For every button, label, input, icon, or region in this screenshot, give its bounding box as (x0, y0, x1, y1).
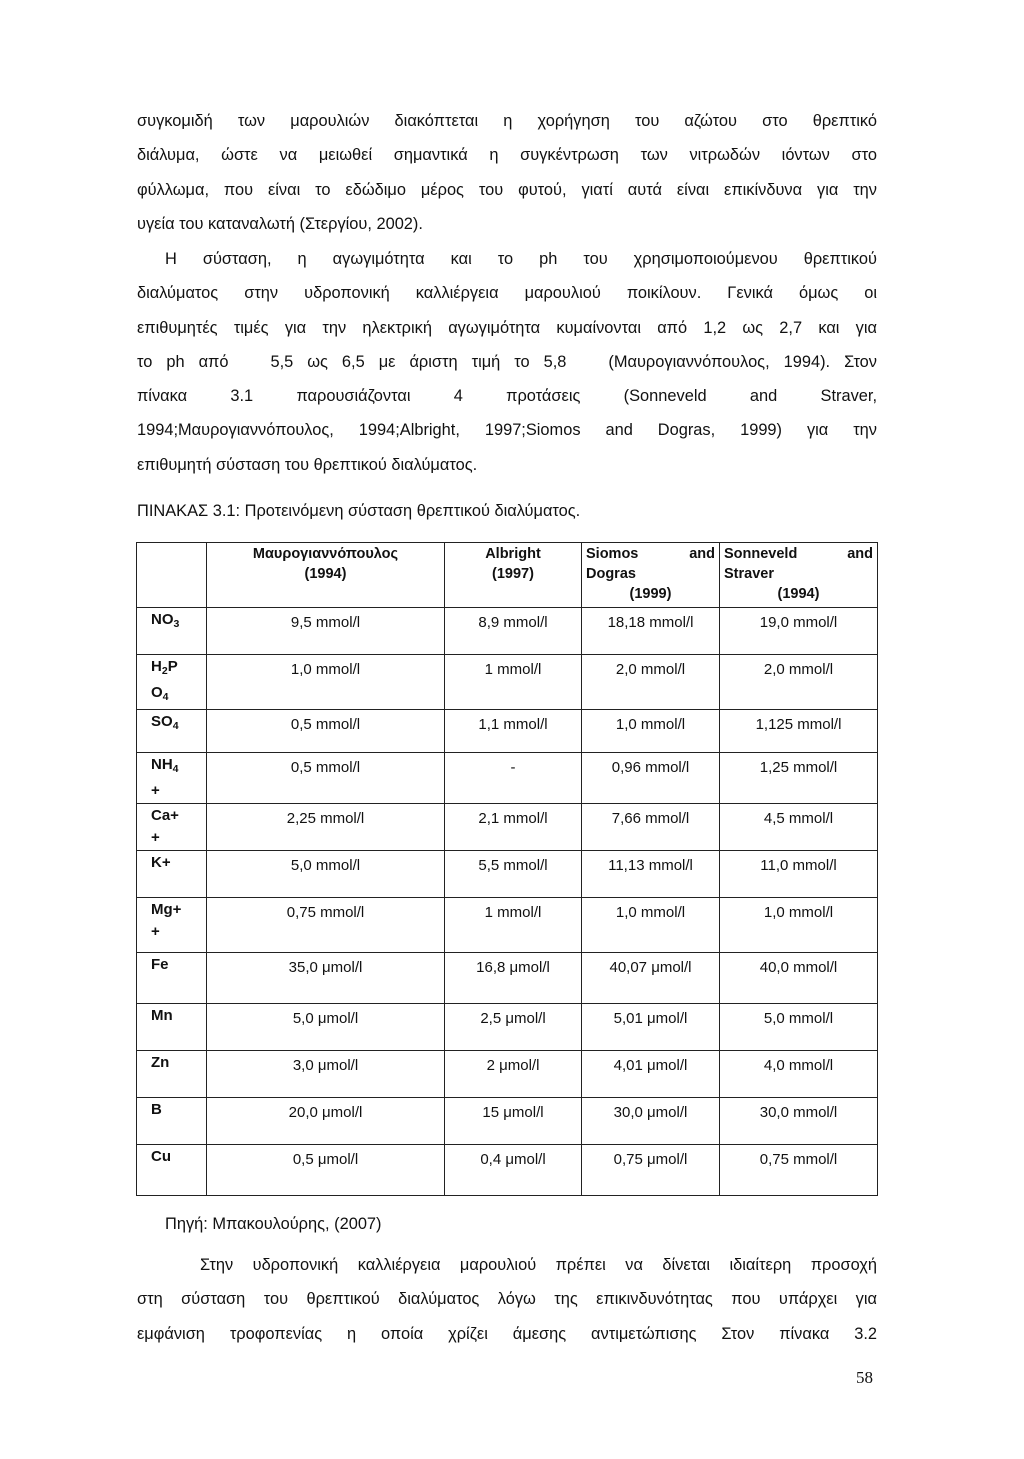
value-cell: 1,0 mmol/l (207, 655, 445, 710)
paragraph-1 (137, 104, 877, 241)
value-cell: 18,18 mmol/l (582, 608, 720, 655)
table-source: Πηγή: Μπακουλούρης, (2007) (165, 1215, 382, 1233)
value-cell: 30,0 μmol/l (582, 1098, 720, 1145)
paragraph-3-line: στη σύσταση του θρεπτικού διαλύματος λόγω της επικινδυνότητας που υπάρχει για (137, 1290, 877, 1309)
value-cell: 15 μmol/l (445, 1098, 582, 1145)
value-cell: 40,0 mmol/l (720, 953, 878, 1004)
paragraph-2-line: Η σύσταση, η αγωγιμότητα και το ph του χρησιμοποιούμενου θρεπτικού (165, 250, 877, 268)
value-cell: 0,5 mmol/l (207, 753, 445, 804)
paragraph-2-line: επιθυμητή σύσταση του θρεπτικού διαλύματος. (137, 455, 478, 474)
ion-cell: K+ (137, 851, 207, 898)
table-row (137, 1098, 878, 1145)
value-cell: 4,5 mmol/l (720, 804, 878, 851)
paragraph-1-line: υγεία του καταναλωτή (Στεργίου, 2002). (137, 214, 423, 233)
value-cell: 2,0 mmol/l (582, 655, 720, 710)
table-row (137, 608, 878, 655)
value-cell: 11,0 mmol/l (720, 851, 878, 898)
header-ion (137, 543, 207, 608)
ion-cell: Mg+ + (137, 898, 207, 953)
value-cell: 5,01 μmol/l (582, 1004, 720, 1051)
table-header-row (137, 543, 878, 608)
value-cell: 1,125 mmol/l (720, 710, 878, 753)
value-cell: 4,01 μmol/l (582, 1051, 720, 1098)
value-cell: 5,5 mmol/l (445, 851, 582, 898)
ion-cell: $H_2P$ $O_4$ (137, 655, 207, 710)
value-cell: 1,1 mmol/l (445, 710, 582, 753)
value-cell: 2,0 mmol/l (720, 655, 878, 710)
table-row (137, 898, 878, 953)
value-cell: 19,0 mmol/l (720, 608, 878, 655)
paragraph-2-line: διαλύματος στην υδροπονική καλλιέργεια μαρουλιού ποικίλουν. Γενικά όμως οι (137, 284, 877, 303)
paragraph-3-line: Στην υδροπονική καλλιέργεια μαρουλιού πρέπει να δίνεται ιδιαίτερη προσοχή (200, 1256, 877, 1274)
paragraph-2 (137, 242, 877, 482)
value-cell: 9,5 mmol/l (207, 608, 445, 655)
paragraph-1-line: συγκομιδή των μαρουλιών διακόπτεται η χορήγηση του αζώτου στο θρεπτικό (137, 112, 877, 130)
table-caption-text: : Προτεινόμενη σύσταση θρεπτικού διαλύματος. (235, 502, 581, 520)
header-sonneveld-straver: Sonneveld and Straver (1994) (720, 543, 878, 608)
table-row (137, 1145, 878, 1196)
value-cell: 2,1 mmol/l (445, 804, 582, 851)
paragraph-2-line: 1994;Μαυρογιαννόπουλος, 1994;Albright, 1997;Siomos and Dogras, 1999) για την (137, 421, 877, 440)
value-cell: 2,5 μmol/l (445, 1004, 582, 1051)
value-cell: 0,4 μmol/l (445, 1145, 582, 1196)
value-cell: 3,0 μmol/l (207, 1051, 445, 1098)
value-cell: 4,0 mmol/l (720, 1051, 878, 1098)
ion-cell: $NH_4$ + (137, 753, 207, 804)
value-cell: 1,0 mmol/l (582, 898, 720, 953)
ion-cell: B (137, 1098, 207, 1145)
table-row (137, 804, 878, 851)
paragraph-2-line: το ph από 5,5 ως 6,5 με άριστη τιμή το 5,8 (Μαυρογιαννόπουλος, 1994). Στον (137, 352, 877, 371)
paragraph-1-line: διάλυμα, ώστε να μειωθεί σημαντικά η συγκέντρωση των νιτρωδών ιόντων στο (137, 146, 877, 165)
value-cell: - (445, 753, 582, 804)
value-cell: 40,07 μmol/l (582, 953, 720, 1004)
value-cell: 35,0 μmol/l (207, 953, 445, 1004)
value-cell: 0,5 mmol/l (207, 710, 445, 753)
paragraph-2-line: πίνακα 3.1 παρουσιάζονται 4 προτάσεις (Sonneveld and Straver, (137, 387, 877, 406)
value-cell: 0,5 μmol/l (207, 1145, 445, 1196)
ion-cell: $SO_4$ (137, 710, 207, 753)
value-cell: 20,0 μmol/l (207, 1098, 445, 1145)
ion-cell: Fe (137, 953, 207, 1004)
value-cell: 0,75 μmol/l (582, 1145, 720, 1196)
paragraph-2-line: επιθυμητές τιμές για την ηλεκτρική αγωγιμότητα κυμαίνονται από 1,2 ως 2,7 και για (137, 318, 877, 337)
table-row (137, 953, 878, 1004)
value-cell: 0,75 mmol/l (207, 898, 445, 953)
value-cell: 5,0 mmol/l (207, 851, 445, 898)
header-siomos-dogras: Siomos and Dogras (1999) (582, 543, 720, 608)
value-cell: 2 μmol/l (445, 1051, 582, 1098)
value-cell: 2,25 mmol/l (207, 804, 445, 851)
value-cell: 1 mmol/l (445, 655, 582, 710)
table-caption-label: ΠΙΝΑΚΑΣ 3.1 (137, 502, 236, 520)
value-cell: 0,96 mmol/l (582, 753, 720, 804)
value-cell: 8,9 mmol/l (445, 608, 582, 655)
value-cell: 30,0 mmol/l (720, 1098, 878, 1145)
value-cell: 1,0 mmol/l (720, 898, 878, 953)
header-albright: Albright (1997) (445, 543, 582, 608)
ion-cell: Mn (137, 1004, 207, 1051)
table-caption (137, 502, 580, 521)
ion-cell: Ca+ + (137, 804, 207, 851)
page-number: 58 (856, 1368, 873, 1387)
value-cell: 11,13 mmol/l (582, 851, 720, 898)
ion-cell: Zn (137, 1051, 207, 1098)
value-cell: 1,25 mmol/l (720, 753, 878, 804)
table-row (137, 655, 878, 710)
table-row (137, 710, 878, 753)
paragraph-3-line: εμφάνιση τροφοπενίας η οποία χρίζει άμεσης αντιμετώπισης Στον πίνακα 3.2 (137, 1324, 877, 1343)
value-cell: 1 mmol/l (445, 898, 582, 953)
value-cell: 5,0 μmol/l (207, 1004, 445, 1051)
table-row (137, 851, 878, 898)
table-row (137, 1051, 878, 1098)
table-row (137, 1004, 878, 1051)
paragraph-1-line: φύλλωμα, που είναι το εδώδιμο μέρος του φυτού, γιατί αυτά είναι επικίνδυνα για την (137, 180, 877, 199)
value-cell: 5,0 mmol/l (720, 1004, 878, 1051)
table-row (137, 753, 878, 804)
value-cell: 1,0 mmol/l (582, 710, 720, 753)
value-cell: 0,75 mmol/l (720, 1145, 878, 1196)
ion-cell: Cu (137, 1145, 207, 1196)
value-cell: 7,66 mmol/l (582, 804, 720, 851)
nutrient-table (136, 542, 878, 1196)
paragraph-3 (137, 1248, 877, 1351)
ion-cell: $NO_3$ (137, 608, 207, 655)
header-mavrogiannopoulos: Μαυρογιαννόπουλος (1994) (207, 543, 445, 608)
value-cell: 16,8 μmol/l (445, 953, 582, 1004)
